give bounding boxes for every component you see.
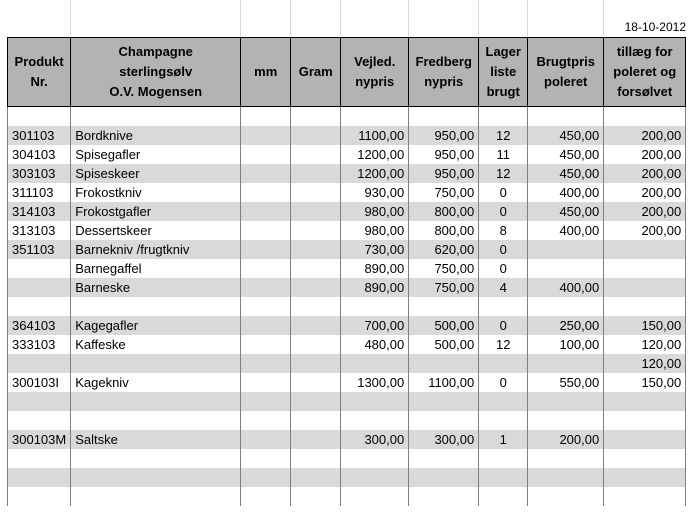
cell-gram[interactable]	[291, 278, 341, 297]
cell-fredberg[interactable]: 950,00	[409, 145, 479, 164]
cell-brugt[interactable]	[528, 240, 604, 259]
grid-line	[408, 0, 409, 37]
table-row	[8, 297, 686, 316]
cell-brugt[interactable]	[528, 449, 604, 468]
table-row	[8, 392, 686, 411]
cell-name[interactable]: Frokostkniv	[71, 183, 241, 202]
cell-lager[interactable]: 0	[479, 316, 528, 335]
cell-name[interactable]: Spiseskeer	[71, 164, 241, 183]
cell-lager[interactable]	[479, 107, 528, 127]
cell-vejled[interactable]: 1200,00	[341, 164, 409, 183]
cell-name[interactable]	[71, 411, 241, 430]
cell-nr[interactable]: 311103	[8, 183, 71, 202]
cell-fredberg[interactable]: 750,00	[409, 259, 479, 278]
cell-vejled[interactable]: 700,00	[341, 316, 409, 335]
cell-lager[interactable]: 8	[479, 221, 528, 240]
cell-fredberg[interactable]	[409, 468, 479, 487]
cell-mm[interactable]	[241, 354, 291, 373]
cell-gram[interactable]	[291, 126, 341, 145]
grid-line	[290, 0, 291, 37]
cell-gram[interactable]	[291, 430, 341, 449]
cell-vejled[interactable]: 300,00	[341, 430, 409, 449]
cell-gram[interactable]	[291, 202, 341, 221]
table-row	[8, 240, 686, 259]
cell-nr[interactable]: 351103	[8, 240, 71, 259]
cell-vejled[interactable]	[341, 487, 409, 506]
cell-vejled[interactable]	[341, 449, 409, 468]
cell-tillaeg[interactable]	[604, 411, 686, 430]
cell-brugt[interactable]	[528, 354, 604, 373]
cell-vejled[interactable]: 1200,00	[341, 145, 409, 164]
cell-lager[interactable]	[479, 449, 528, 468]
cell-fredberg[interactable]: 750,00	[409, 183, 479, 202]
cell-gram[interactable]	[291, 221, 341, 240]
header-lager[interactable]: Lager liste brugt	[479, 38, 528, 107]
cell-lager[interactable]: 0	[479, 202, 528, 221]
cell-gram[interactable]	[291, 107, 341, 127]
cell-nr[interactable]: 364103	[8, 316, 71, 335]
table-row	[8, 202, 686, 221]
cell-brugt[interactable]: 250,00	[528, 316, 604, 335]
cell-gram[interactable]	[291, 259, 341, 278]
cell-mm[interactable]	[241, 221, 291, 240]
cell-nr[interactable]	[8, 487, 71, 506]
grid-line	[340, 0, 341, 37]
cell-mm[interactable]	[241, 145, 291, 164]
cell-lager[interactable]	[479, 468, 528, 487]
cell-fredberg[interactable]: 1100,00	[409, 373, 479, 392]
cell-mm[interactable]	[241, 297, 291, 316]
header-vejled[interactable]: Vejled. nypris	[341, 38, 409, 107]
cell-gram[interactable]	[291, 411, 341, 430]
cell-brugt[interactable]	[528, 411, 604, 430]
cell-nr[interactable]: 303103	[8, 164, 71, 183]
cell-gram[interactable]	[291, 240, 341, 259]
header-produkt-nr[interactable]: Produkt Nr.	[8, 38, 71, 107]
cell-lager[interactable]: 12	[479, 126, 528, 145]
cell-name[interactable]: Bordknive	[71, 126, 241, 145]
cell-fredberg[interactable]	[409, 487, 479, 506]
table-row	[8, 335, 686, 354]
cell-brugt[interactable]: 400,00	[528, 278, 604, 297]
cell-tillaeg[interactable]: 200,00	[604, 164, 686, 183]
cell-brugt[interactable]: 200,00	[528, 430, 604, 449]
cell-lager[interactable]: 0	[479, 240, 528, 259]
date-cell[interactable]: 18-10-2012	[624, 20, 686, 34]
table-row	[8, 145, 686, 164]
header-name[interactable]: Champagne sterlingsølv O.V. Mogensen	[71, 38, 241, 107]
cell-mm[interactable]	[241, 126, 291, 145]
cell-name[interactable]: Kagekniv	[71, 373, 241, 392]
cell-mm[interactable]	[241, 316, 291, 335]
cell-vejled[interactable]	[341, 354, 409, 373]
cell-mm[interactable]	[241, 202, 291, 221]
cell-lager[interactable]: 12	[479, 335, 528, 354]
cell-brugt[interactable]	[528, 297, 604, 316]
header-mm[interactable]: mm	[241, 38, 291, 107]
cell-fredberg[interactable]	[409, 411, 479, 430]
cell-tillaeg[interactable]	[604, 240, 686, 259]
cell-vejled[interactable]	[341, 411, 409, 430]
cell-name[interactable]: Dessertskeer	[71, 221, 241, 240]
cell-mm[interactable]	[241, 411, 291, 430]
cell-vejled[interactable]: 730,00	[341, 240, 409, 259]
grid-line	[603, 0, 604, 37]
cell-gram[interactable]	[291, 297, 341, 316]
cell-name[interactable]: Kagegafler	[71, 316, 241, 335]
cell-mm[interactable]	[241, 259, 291, 278]
cell-nr[interactable]	[8, 449, 71, 468]
cell-tillaeg[interactable]	[604, 468, 686, 487]
cell-vejled[interactable]: 980,00	[341, 221, 409, 240]
cell-nr[interactable]	[8, 107, 71, 127]
cell-fredberg[interactable]	[409, 392, 479, 411]
table-row	[8, 183, 686, 202]
cell-lager[interactable]	[479, 392, 528, 411]
cell-lager[interactable]: 11	[479, 145, 528, 164]
cell-fredberg[interactable]: 300,00	[409, 430, 479, 449]
cell-fredberg[interactable]	[409, 354, 479, 373]
cell-fredberg[interactable]: 500,00	[409, 316, 479, 335]
cell-name[interactable]: Barneske	[71, 278, 241, 297]
table-row	[8, 373, 686, 392]
cell-nr[interactable]: 313103	[8, 221, 71, 240]
cell-tillaeg[interactable]: 200,00	[604, 202, 686, 221]
cell-name[interactable]	[71, 107, 241, 127]
cell-name[interactable]	[71, 449, 241, 468]
cell-name[interactable]: Kaffeske	[71, 335, 241, 354]
cell-vejled[interactable]	[341, 297, 409, 316]
cell-brugt[interactable]	[528, 107, 604, 127]
cell-brugt[interactable]: 450,00	[528, 202, 604, 221]
table-row	[8, 164, 686, 183]
cell-tillaeg[interactable]	[604, 297, 686, 316]
cell-gram[interactable]	[291, 392, 341, 411]
cell-name[interactable]: Frokostgafler	[71, 202, 241, 221]
cell-brugt[interactable]: 400,00	[528, 221, 604, 240]
cell-fredberg[interactable]	[409, 107, 479, 127]
cell-name[interactable]	[71, 354, 241, 373]
grid-line	[240, 0, 241, 37]
cell-nr[interactable]	[8, 297, 71, 316]
cell-gram[interactable]	[291, 487, 341, 506]
cell-mm[interactable]	[241, 278, 291, 297]
cell-tillaeg[interactable]: 120,00	[604, 354, 686, 373]
table-row	[8, 449, 686, 468]
cell-nr[interactable]: 301103	[8, 126, 71, 145]
table-row	[8, 107, 686, 127]
table-row	[8, 278, 686, 297]
cell-fredberg[interactable]	[409, 297, 479, 316]
cell-mm[interactable]	[241, 449, 291, 468]
cell-name[interactable]	[71, 392, 241, 411]
cell-gram[interactable]	[291, 449, 341, 468]
cell-name[interactable]: Barnegaffel	[71, 259, 241, 278]
cell-mm[interactable]	[241, 487, 291, 506]
cell-tillaeg[interactable]: 120,00	[604, 335, 686, 354]
cell-lager[interactable]: 0	[479, 183, 528, 202]
cell-mm[interactable]	[241, 373, 291, 392]
cell-fredberg[interactable]: 750,00	[409, 278, 479, 297]
cell-vejled[interactable]: 890,00	[341, 278, 409, 297]
price-table	[7, 37, 686, 506]
cell-nr[interactable]	[8, 354, 71, 373]
cell-vejled[interactable]: 1300,00	[341, 373, 409, 392]
cell-lager[interactable]: 1	[479, 430, 528, 449]
cell-fredberg[interactable]	[409, 449, 479, 468]
table-row	[8, 487, 686, 506]
cell-tillaeg[interactable]: 200,00	[604, 126, 686, 145]
cell-brugt[interactable]: 100,00	[528, 335, 604, 354]
cell-mm[interactable]	[241, 392, 291, 411]
cell-lager[interactable]: 4	[479, 278, 528, 297]
cell-gram[interactable]	[291, 335, 341, 354]
table-row	[8, 430, 686, 449]
cell-brugt[interactable]	[528, 259, 604, 278]
cell-tillaeg[interactable]	[604, 107, 686, 127]
cell-gram[interactable]	[291, 316, 341, 335]
cell-tillaeg[interactable]: 150,00	[604, 316, 686, 335]
cell-gram[interactable]	[291, 145, 341, 164]
cell-lager[interactable]	[479, 411, 528, 430]
cell-gram[interactable]	[291, 183, 341, 202]
header-fredberg[interactable]: Fredberg nypris	[409, 38, 479, 107]
cell-tillaeg[interactable]	[604, 487, 686, 506]
cell-nr[interactable]	[8, 278, 71, 297]
cell-mm[interactable]	[241, 183, 291, 202]
cell-lager[interactable]: 12	[479, 164, 528, 183]
cell-fredberg[interactable]: 950,00	[409, 164, 479, 183]
cell-tillaeg[interactable]	[604, 449, 686, 468]
cell-nr[interactable]	[8, 468, 71, 487]
cell-name[interactable]	[71, 297, 241, 316]
grid-line	[70, 0, 71, 37]
cell-vejled[interactable]	[341, 468, 409, 487]
cell-brugt[interactable]: 550,00	[528, 373, 604, 392]
cell-brugt[interactable]: 450,00	[528, 126, 604, 145]
cell-vejled[interactable]: 1100,00	[341, 126, 409, 145]
table-row	[8, 468, 686, 487]
cell-lager[interactable]	[479, 297, 528, 316]
cell-tillaeg[interactable]: 150,00	[604, 373, 686, 392]
cell-name[interactable]: Barnekniv /frugtkniv	[71, 240, 241, 259]
grid-line	[478, 0, 479, 37]
cell-nr[interactable]	[8, 259, 71, 278]
cell-fredberg[interactable]: 950,00	[409, 126, 479, 145]
cell-lager[interactable]: 0	[479, 373, 528, 392]
cell-tillaeg[interactable]: 200,00	[604, 183, 686, 202]
cell-nr[interactable]	[8, 392, 71, 411]
table-row	[8, 354, 686, 373]
cell-tillaeg[interactable]: 200,00	[604, 221, 686, 240]
cell-brugt[interactable]	[528, 468, 604, 487]
cell-fredberg[interactable]: 620,00	[409, 240, 479, 259]
cell-gram[interactable]	[291, 468, 341, 487]
cell-name[interactable]	[71, 487, 241, 506]
cell-fredberg[interactable]: 500,00	[409, 335, 479, 354]
cell-brugt[interactable]	[528, 487, 604, 506]
cell-gram[interactable]	[291, 373, 341, 392]
cell-brugt[interactable]: 450,00	[528, 145, 604, 164]
cell-vejled[interactable]	[341, 392, 409, 411]
cell-gram[interactable]	[291, 164, 341, 183]
header-tillaeg[interactable]: tillæg for poleret og forsølvet	[604, 38, 686, 107]
cell-tillaeg[interactable]	[604, 259, 686, 278]
grid-line	[527, 0, 528, 37]
cell-lager[interactable]	[479, 487, 528, 506]
cell-nr[interactable]: 300103M	[8, 430, 71, 449]
cell-mm[interactable]	[241, 335, 291, 354]
cell-mm[interactable]	[241, 240, 291, 259]
cell-brugt[interactable]	[528, 392, 604, 411]
cell-fredberg[interactable]: 800,00	[409, 221, 479, 240]
cell-lager[interactable]	[479, 354, 528, 373]
cell-fredberg[interactable]: 800,00	[409, 202, 479, 221]
cell-brugt[interactable]: 400,00	[528, 183, 604, 202]
header-brugtpris[interactable]: Brugtpris poleret	[528, 38, 604, 107]
header-gram[interactable]: Gram	[291, 38, 341, 107]
cell-mm[interactable]	[241, 164, 291, 183]
cell-name[interactable]: Spisegafler	[71, 145, 241, 164]
header-row	[8, 38, 686, 107]
cell-name[interactable]: Saltske	[71, 430, 241, 449]
cell-tillaeg[interactable]	[604, 392, 686, 411]
table-body	[8, 107, 686, 507]
cell-brugt[interactable]: 450,00	[528, 164, 604, 183]
cell-nr[interactable]: 333103	[8, 335, 71, 354]
cell-name[interactable]	[71, 468, 241, 487]
table-row	[8, 259, 686, 278]
cell-nr[interactable]: 300103I	[8, 373, 71, 392]
cell-gram[interactable]	[291, 354, 341, 373]
table-row	[8, 126, 686, 145]
cell-vejled[interactable]	[341, 107, 409, 127]
cell-mm[interactable]	[241, 468, 291, 487]
cell-nr[interactable]	[8, 411, 71, 430]
cell-vejled[interactable]: 980,00	[341, 202, 409, 221]
table-row	[8, 411, 686, 430]
cell-nr[interactable]: 314103	[8, 202, 71, 221]
table-row	[8, 221, 686, 240]
cell-tillaeg[interactable]	[604, 278, 686, 297]
cell-nr[interactable]: 304103	[8, 145, 71, 164]
cell-vejled[interactable]: 930,00	[341, 183, 409, 202]
cell-mm[interactable]	[241, 430, 291, 449]
cell-tillaeg[interactable]	[604, 430, 686, 449]
cell-vejled[interactable]: 480,00	[341, 335, 409, 354]
cell-tillaeg[interactable]: 200,00	[604, 145, 686, 164]
cell-vejled[interactable]: 890,00	[341, 259, 409, 278]
table-row	[8, 316, 686, 335]
cell-mm[interactable]	[241, 107, 291, 127]
cell-lager[interactable]: 0	[479, 259, 528, 278]
